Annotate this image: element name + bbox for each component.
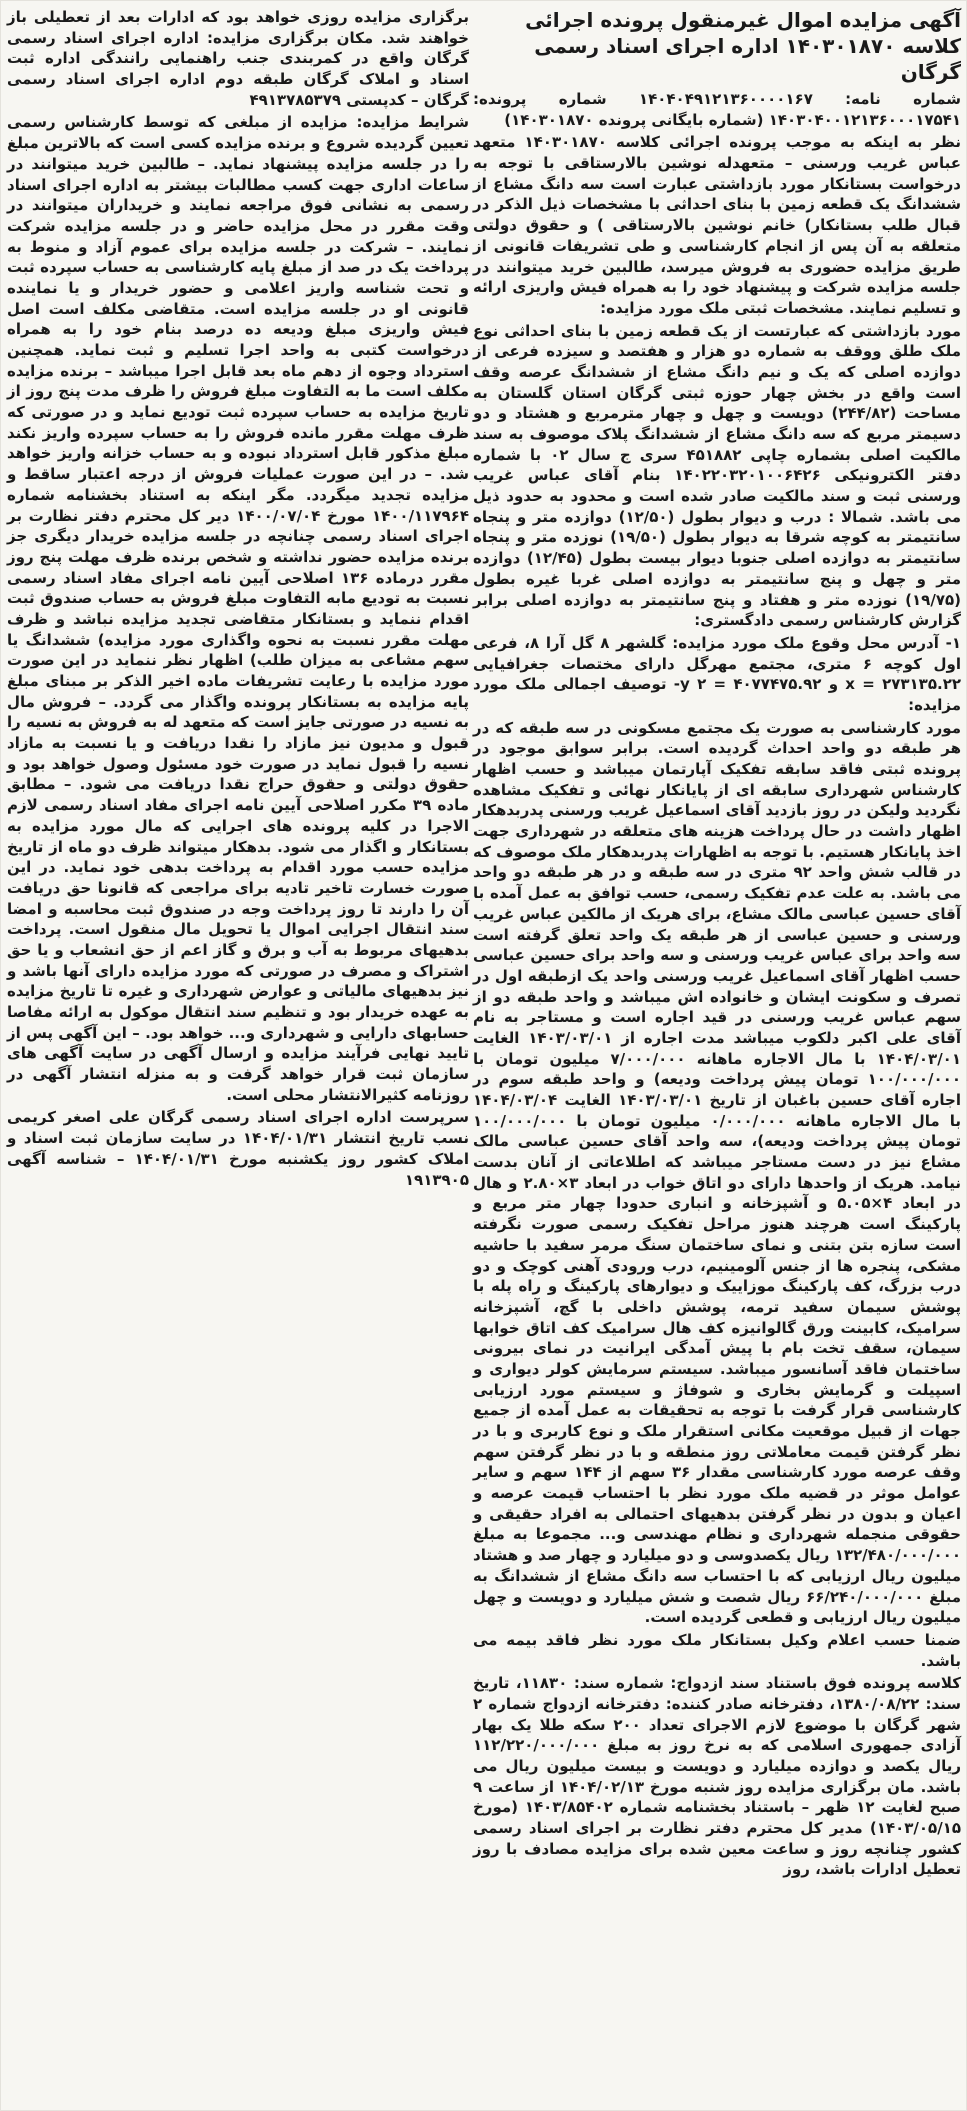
address-paragraph: ۱- آدرس محل وقوع ملک مورد مزایده: گلشهر ۸ گل آرا ۸، فرعی اول کوچه ۶ متری، مجتمع مهرگل دارای مختصات جغرافیایی ۲۷۳۱۳۵.۲۲ = x و ۴۰۷۷۴۷۵.۹۲ = y ۲- توصیف اجمالی ملک مورد مزایده: [473, 633, 962, 714]
file-numbers: شماره نامه: ۱۴۰۴۰۴۹۱۲۱۳۶۰۰۰۰۱۶۷ شماره پرونده: ۱۴۰۳۰۴۰۰۱۲۱۳۶۰۰۰۱۷۵۴۱ (شماره بایگانی پرونده ۱۴۰۳۰۱۸۷۰) [473, 90, 961, 129]
auction-location-paragraph: برگزاری مزایده روزی خواهد بود که ادارات بعد از تعطیلی باز خواهند شد. مکان برگزاری مزایده: اداره اجرای اسناد رسمی گرگان واقع در کمربندی جنب راهنمایی رانندگی اداره ثبت اسناد و املاک گرگان طبقه دوم اداره اجرای اسناد رسمی گرگان – کدپستی ۴۹۱۳۷۸۵۳۷۹ [7, 8, 469, 109]
right-column [473, 7, 961, 2107]
property-registration-paragraph: مورد بازداشتی که عبارتست از یک قطعه زمین با بنای احداثی نوع ملک طلق ووقف به شماره دو هزار و هفتصد و سیزده فرعی از دوازده اصلی که یک و نیم دانگ مشاع از ششدانگ عرصه وقف است واقع در بخش چهار حوزه ثبتی گرگان استان گلستان به مساحت (۲۴۴/۸۲) دویست و چهل و چهار مترمربع و هشتاد و دو دسیمتر مربع که سه دانگ مشاع از ششدانگ پلاک موصوف به سند مالکیت اصلی بشماره چاپی ۴۵۱۸۸۲ سری ج سال ۰۲ با شماره دفتر الکترونیکی ۱۴۰۲۲۰۳۲۰۱۰۰۶۴۲۶ بنام آقای عباس غریب ورسنی ثبت و سند مالکیت صادر شده است و محدود به حدود ذیل می باشد. شمالا : درب و دیوار بطول (۱۲/۵۰) دوازده متر و پنجاه سانتیمتر به کوچه شرقا به دیوار بطول (۱۹/۵۰) نوزده متر و پنجاه سانتیمتر به دوازده اصلی جنوبا دیوار بیست بطول (۱۲/۴۵) دوازده متر و چهل و پنج سانتیمتر به دوازده اصلی غربا غیره بطول (۱۹/۷۵) نوزده متر و هفتاد و پنج سانتیمتر به دوازده اصلی برابر گزارش کارشناس رسمی دادگستری: [473, 321, 961, 630]
signature-paragraph: سرپرست اداره اجرای اسناد رسمی گرگان علی اصغر کریمی نسب تاریخ انتشار ۱۴۰۴/۰۱/۳۱ در سایت سازمان ثبت اسناد و املاک کشور روز یکشنبه مورخ ۱۴۰۴/۰۱/۳۱ – شناسه آگهی ۱۹۱۳۹۰۵ [7, 1108, 469, 1189]
left-column [7, 7, 469, 1189]
property-description-paragraph: مورد کارشناسی به صورت یک مجتمع مسکونی در سه طبقه که در هر طبقه دو واحد احداث گردیده است. برابر سوابق موجود در پرونده ثبتی فاقد سابقه تفکیک آپارتمان میباشد و حسب اظهار کارشناس شهرداری سابقه ای از پایانکار نهائی و تفکیک مشاهده نگردید ولیکن در روز بازدید آقای اسماعیل غریب ورسنی پدربدهکار اظهار داشت در حال پرداخت هزینه های متعلقه در شهرداری جهت اخذ پایانکار هستیم. با توجه به اظهارات پدربدهکار ملک موصوف که در قالب شش واحد ۹۲ متری در سه طبقه و در هر طبقه دو واحد می باشد. به علت عدم تفکیک رسمی، حسب توافق به عمل آمده با آقای حسین عباسی مالک مشاع، برای هریک از مالکین عباس غریب ورسنی و حسین عباسی از هر طبقه یک واحد تعلق گرفته است سه واحد برای عباس غریب ورسنی و سه واحد برای حسین عباسی حسب اظهار آقای اسماعیل غریب ورسنی واحد یک ازطبقه اول در تصرف و سکونت ایشان و خانواده اش میباشد و واحد طبقه دو از سهم عباس غریب ورسنی در قید اجاره است و مستاجر به نام آقای علی اکبر دلکوب میباشد مدت اجاره از ۱۴۰۳/۰۳/۰۱ الغایت ۱۴۰۴/۰۳/۰۱ با مال الاجاره ماهانه ۷/۰۰۰/۰۰۰ میلیون تومان با ۱۰۰/۰۰۰/۰۰۰ تومان پیش پرداخت ودیعه) و واحد طبقه سوم در اجاره آقای حسین باغبان از تاریخ ۱۴۰۳/۰۳/۰۱ الغایت ۱۴۰۴/۰۳/۰۴ با مال الاجاره ماهانه ۰/۰۰۰/۰۰۰ میلیون تومان با ۱۰۰/۰۰۰/۰۰۰ تومان پیش پرداخت ودیعه)، سه واحد آقای حسین عباسی مالک مشاع نیز در دست مستاجر میباشد که اطلاعاتی از آنان بدست نیامد. هریک از واحدها دارای دو اتاق خواب در ابعاد ۳×۲.۸۰ و هال در ابعاد ۴×۵.۰۵ و آشپزخانه و انباری حدودا چهار متر مربع و پارکینگ است هرچند هنوز مراحل تفکیک رسمی صورت نگرفته است سازه بتن بتنی و نمای ساختمان سنگ مرمر سفید با حاشیه مشکی، پنجره ها از جنس آلومینیم، درب ورودی آهنی کوچک و دو درب بزرگ، کف پارکینگ موزاییک و دیوارهای پارکینگ و راه پله با پوشش سیمان سفید ترمه، پوشش داخلی با گچ، آشپزخانه سرامیک، کابینت ورق گالوانیزه کف هال سرامیک کف اتاق خوابها سیمان، سقف تخت بام با پیش آمدگی ایرانیت در نمای بیرونی ساختمان فاقد آسانسور میباشد. سیستم سرمایش کولر دیواری و اسپیلت و گرمایش بخاری و شوفاژ و سیستم مورد ارزیابی کارشناسی قرار گرفت با توجه به تحقیقات به عمل آمده از جمیع جهات از قبیل موقعیت مکانی استقرار ملک و نوع کاربری و با در نظر گرفتن قیمت معاملاتی روز منطقه و با در نظر گرفتن سهم وقف عرصه مورد کارشناسی مقدار ۳۶ سهم از ۱۴۴ سهم و سایر عوامل موثر در قضیه ملک مورد نظر با احتساب قیمت عرصه و اعیان و بدون در نظر گرفتن بدهیهای احتمالی به افراد حقیقی و حقوقی منجمله شهرداری و نظام مهندسی و... مجموعا به مبلغ ۱۳۲/۴۸۰/۰۰۰/۰۰۰ ریال یکصدوسی و دو میلیارد و چهار صد و هشتاد میلیون ریال ارزیابی که با احتساب سه دانگ مشاع از ششدانگ به مبلغ ۶۶/۲۴۰/۰۰۰/۰۰۰ ریال شصت و شش میلیارد و دویست و چهل میلیون ریال ارزیابی و قطعی گردیده است. [473, 718, 962, 1627]
notice-title: آگهی مزایده اموال غیرمنقول پرونده اجرائی کلاسه ۱۴۰۳۰۱۸۷۰ اداره اجرای اسناد رسمی گرگان [525, 8, 961, 84]
auction-conditions-paragraph: شرایط مزایده: مزایده از مبلغی که توسط کارشناس رسمی تعیین گردیده شروع و برنده مزایده کسی است که بالاترین مبلغ را در جلسه مزایده پیشنهاد نماید. – طالبین خرید میتوانند در ساعات اداری جهت کسب مطالبات بیشتر به اداره اجرای اسناد رسمی به نشانی فوق مراجعه نمایند و خریداران میتوانند در وقت مقرر در محل مزایده حاضر و در جلسه مزایده شرکت نمایند. – شرکت در جلسه مزایده برای عموم آزاد و منوط به پرداخت یک در صد از مبلغ پایه کارشناسی به حساب سپرده ثبت و تحت شناسه واریز اعلامی و حضور خریدار و یا نماینده قانونی او در جلسه مزایده است. متقاضی مکلف است اصل فیش واریزی مبلغ ودیعه ده درصد بنام خود را به همراه درخواست کتبی به واحد اجرا تسلیم و ثبت نماید. همچنین استرداد وجوه از دهم ماه بعد قابل اجرا میباشد – برنده مزایده مکلف است ما به التفاوت مبلغ فروش را ظرف مدت پنج روز از تاریخ مزایده به حساب سپرده ثبت تودیع نماید و در صورتی که ظرف مهلت مقرر مانده فروش را به حساب سپرده واریز نکند مبلغ مذکور قابل استرداد نبوده و به حساب خزانه واریز خواهد شد. – در این صورت عملیات فروش از درجه اعتبار ساقط و مزایده تجدید میگردد. مگر اینکه به استناد بخشنامه شماره ۱۴۰۰/۱۱۷۹۶۴ مورخ ۱۴۰۰/۰۷/۰۴ دیر کل محترم دفتر نظارت بر اجرای اسناد رسمی چنانچه در جلسه مزایده خریدار دیگری جز برنده مزایده حضور نداشته و شخص برنده ظرف مهلت پنج روز مقرر درماده ۱۳۶ اصلاحی آیین نامه اجرای مفاد اسناد رسمی نسبت به تودیع مابه التفاوت مبلغ فروش به حساب صندوق ثبت اقدام ننماید و بستانکار متقاضی تجدید مزایده نباشد و ظرف مهلت مقرر نسبت به نحوه واگذاری مورد مزایده) ششدانگ یا سهم مشاعی به میزان طلب) اظهار نظر ننماید در این صورت مورد مزایده با رعایت تشریفات ماده اخیر الذکر بر مبنای مبلغ پایه مزایده به بستانکار پرونده واگذار می گردد. – فروش مال به نسیه در صورتی جایز است که متعهد له به فروش به نسیه را قبول و مدیون نیز مازاد را نقدا دریافت و یا نسبت به مازاد نسیه را قبول نماید در صورت خود مسئول وصول خواهد بود و حقوق دولتی و حقوق حراج نقدا دریافت می شود. – مطابق ماده ۳۹ مکرر اصلاحی آیین نامه اجرای مفاد اسناد رسمی لازم الاجرا در کلیه پرونده های اجرایی که مال مورد مزایده به بستانکار و اگذار می شود. بدهکار میتواند ظرف دو ماه از تاریخ مزایده حسب مورد اقدام به پرداخت بدهی خود نماید. در این صورت خسارت تاخیر تادیه برای مراجعی که قانونا حق دریافت آن را دارند تا روز پرداخت وجه در صندوق ثبت محاسبه و امضا سند انتقال اجرایی اموال یا تحویل مال منقول است. پرداخت بدهیهای مربوط به آب و برق و گاز اعم از حق انشعاب و یا حق اشتراک و مصرف در صورتی که مورد مزایده دارای آنها باشد و نیز بدهیهای مالیاتی و عوارض شهرداری و غیره تا تاریخ مزایده به عهده خریدار بود و تنظیم سند انتقال موکول به ارائه مفاصا حسابهای دارایی و شهرداری و... خواهد بود. – این آگهی پس از تایید نهایی فرآیند مزایده و ارسال آگهی در سایت آگهی های سازمان ثبت قرار خواهد گرفت و به منزله انتشار آگهی در روزنامه کثیرالانتشار محلی است. [7, 113, 469, 1104]
intro-paragraph: نظر به اینکه به موجب پرونده اجرائی کلاسه ۱۴۰۳۰۱۸۷۰ متعهد عباس غریب ورسنی – متعهدله نوشین بالارستاقی با توجه به درخواست بستانکار مورد بازداشتی عبارت است سه دانگ مشاع از ششدانگ یک قطعه زمین با بنای احداثی با مشخصات ذیل الذکر در قبال طلب بستانکار) خانم نوشین بالارستاقی ) و حقوق دولتی متعلقه به آن پس از انجام کارشناسی و طی تشریفات قانونی از طریق مزایده حضوری به فروش میرسد، طالبین خرید میتوانند در جلسه مزایده شرکت و پیشنهاد خود را به همراه فیش واریزی ارائه و تسلیم نمایند. مشخصات ثبتی ملک مورد مزایده: [473, 133, 962, 317]
auction-date-paragraph: کلاسه پرونده فوق باستناد سند ازدواج: شماره سند: ۱۱۸۳۰، تاریخ سند: ۱۳۸۰/۰۸/۲۲، دفترخانه صادر کننده: دفترخانه ازدواج شماره ۲ شهر گرگان با موضوع لازم الاجرای تعداد ۲۰۰ سکه طلا یک بهار آزادی جمهوری اسلامی که به نرخ روز به مبلغ ۱۱۲/۲۲۰/۰۰۰/۰۰۰ ریال یکصد و دوازده میلیارد و دویست و بیست میلیون ریال می باشد. مان برگزاری مزایده روز شنبه مورخ ۱۴۰۴/۰۲/۱۳ از ساعت ۹ صبح لغایت ۱۲ ظهر – باستناد بخشنامه شماره ۱۴۰۳/۸۵۴۰۲ (مورخ ۱۴۰۳/۰۵/۱۵) مدیر کل محترم دفتر نظارت بر اجرای اسناد رسمی کشور چنانچه روز و ساعت معین شده برای مزایده مصادف با روز تعطیل ادارات باشد، روز [473, 1674, 962, 1879]
insurance-note: ضمنا حسب اعلام وکیل بستانکار ملک مورد نظر فاقد بیمه می باشد. [473, 1630, 961, 1670]
